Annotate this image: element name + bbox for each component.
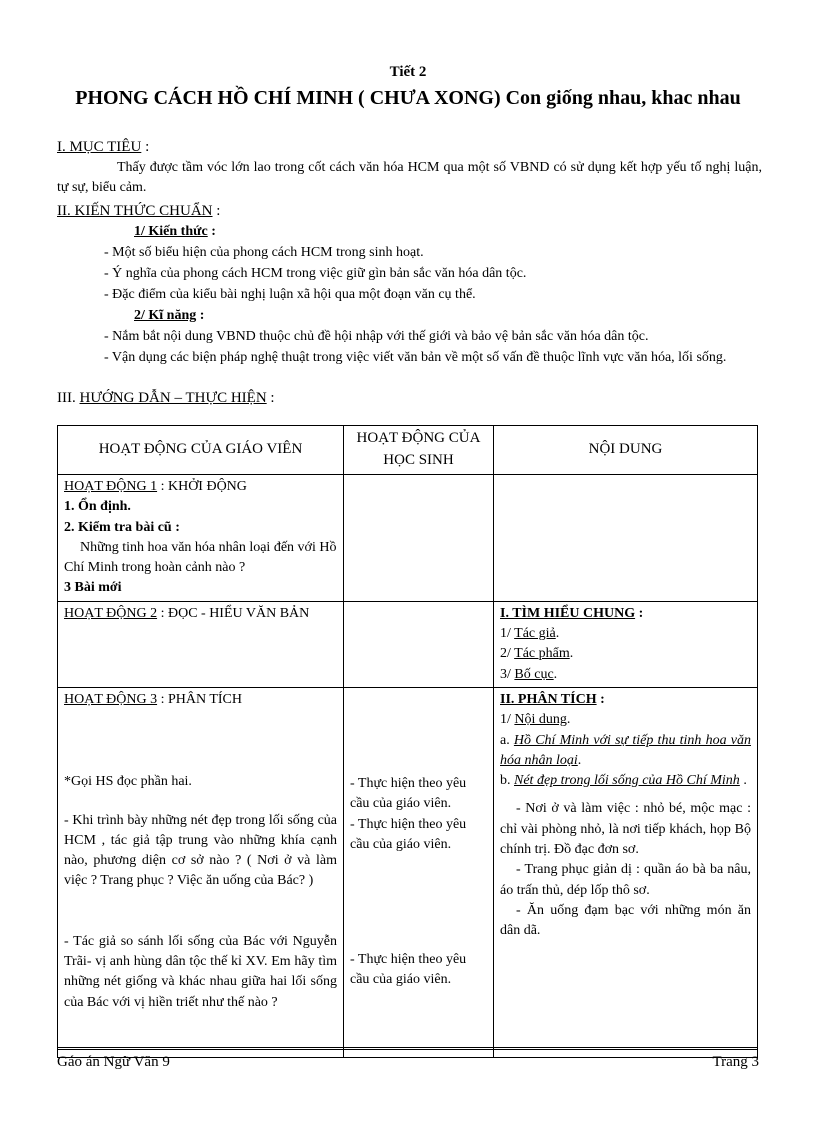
activity-1-title-rest: : KHỞI ĐỘNG <box>157 479 247 494</box>
skills-colon: : <box>196 308 205 323</box>
content-sub-heading <box>500 710 751 730</box>
content-paragraph: - Ăn uống đạm bạc với những món ăn dân dã. <box>500 902 751 939</box>
content-sub-end: . <box>566 712 571 728</box>
skills-heading <box>134 306 204 326</box>
content-paragraph: - Trang phục giản dị : quần áo bà ba nâu, áo trấn thủ, dép lốp thô sơ. <box>500 862 751 898</box>
content-list-end: . <box>555 626 560 642</box>
activity-1-item: 2. Kiểm tra bài cũ : <box>64 519 180 535</box>
content-sub-num: 1/ <box>500 712 515 728</box>
content-heading-2-text: II. PHÂN TÍCH <box>500 691 597 707</box>
table-row <box>58 687 758 1057</box>
content-sub-a-end: . <box>577 752 582 768</box>
row1-teacher-cell <box>58 475 344 602</box>
row3-content-cell <box>494 687 758 1057</box>
section-1-heading <box>57 137 149 159</box>
activity-1-title <box>64 477 337 497</box>
table-row <box>58 475 758 602</box>
content-heading-1 <box>500 604 751 624</box>
lesson-plan-table <box>57 425 758 1058</box>
content-heading-2 <box>500 690 751 710</box>
content-sub-a-prefix: a. <box>500 732 514 748</box>
header-content: NỘI DUNG <box>494 426 758 475</box>
knowledge-item: - Ý nghĩa của phong cách HCM trong việc giữ gìn bản sắc văn hóa dân tộc. <box>104 266 527 281</box>
row2-student-cell <box>344 601 494 687</box>
content-sub-a-text: Hồ Chí Minh với sự tiếp thu tinh hoa văn hóa nhân loại <box>500 732 751 768</box>
row2-teacher-cell <box>58 601 344 687</box>
section-3-prefix: III. <box>57 390 80 406</box>
footer-left-text: Gáo án Ngữ Văn 9 <box>57 1054 170 1070</box>
footer-page-number: Trang 3 <box>712 1054 759 1070</box>
content-list-num: 1/ <box>500 626 515 642</box>
section-3-heading <box>57 388 275 410</box>
activity-3-title-rest: : PHÂN TÍCH <box>157 691 242 707</box>
header-teacher: HOẠT ĐỘNG CỦA GIÁO VIÊN <box>58 426 344 475</box>
section-3-colon: : <box>266 390 275 406</box>
content-list-item <box>500 644 751 664</box>
row2-content-cell <box>494 601 758 687</box>
activity-1-item: 1. Ổn định. <box>64 499 131 515</box>
content-list-label: Tác phẩm <box>514 646 570 662</box>
student-task: - Thực hiện theo yêu cầu của giáo viên. <box>350 775 467 812</box>
page-title: PHONG CÁCH HỒ CHÍ MINH ( CHƯA XONG) Con giống nhau, khac nhau <box>75 87 741 109</box>
activity-2-title-text: HOẠT ĐỘNG 2 <box>64 605 158 621</box>
content-sub-b <box>500 771 751 791</box>
teacher-instruction: *Gọi HS đọc phần hai. <box>64 774 192 790</box>
student-task: - Thực hiện theo yêu cầu của giáo viên. <box>350 952 467 988</box>
content-heading-1-colon: : <box>635 605 644 621</box>
section-1-heading-text: I. MỤC TIÊU <box>57 139 142 155</box>
knowledge-colon: : <box>207 224 216 239</box>
content-list-label: Bố cục <box>514 666 554 682</box>
row3-teacher-cell <box>58 687 344 1057</box>
content-heading-1-text: I. TÌM HIỂU CHUNG <box>500 605 636 621</box>
content-sub-b-end: . <box>739 773 747 789</box>
knowledge-heading-text: 1/ Kiến thức <box>134 224 208 239</box>
content-list-end: . <box>553 666 558 682</box>
skills-item: - Nắm bắt nội dung VBND thuộc chủ đề hội nhập với thế giới và bảo vệ bản sắc văn hóa dân tộc. <box>104 329 649 344</box>
footer-divider <box>57 1047 757 1050</box>
content-sub-label: Nội dung <box>514 712 567 728</box>
row1-student-cell <box>344 475 494 602</box>
content-sub-a <box>500 731 751 772</box>
section-2-colon: : <box>212 203 221 219</box>
content-list-num: 3/ <box>500 666 515 682</box>
teacher-question: - Khi trình bày những nét đẹp trong lối sống của HCM , tác giả tập trung vào những khía cạnh nào, phương diện cơ sở nào ? ( Nơi ở và làm việc ? Trang phục ? Việc ăn uống của Bác? ) <box>64 812 337 889</box>
teacher-question: - Tác giả so sánh lối sống của Bác với Nguyễn Trãi- vị anh hùng dân tộc thế kỉ XV. Em hãy tìm những nét giống và khác nhau giữa hai lối sống của Bác với vị hiền triết như thế nào ? <box>64 933 337 1010</box>
content-sub-b-prefix: b. <box>500 773 514 789</box>
content-paragraph: - Nơi ở và làm việc : nhỏ bé, mộc mạc : chỉ vài phòng nhỏ, là nơi tiếp khách, họp Bộ chính trị. Đồ đạc đơn sơ. <box>500 801 751 858</box>
knowledge-item: - Một số biểu hiện của phong cách HCM trong sinh hoạt. <box>104 245 424 260</box>
row3-student-cell <box>344 687 494 1057</box>
content-list-end: . <box>569 646 574 662</box>
section-1-colon: : <box>141 139 150 155</box>
content-sub-b-text: Nét đẹp trong lối sống của Hồ Chí Minh <box>514 773 740 789</box>
activity-2-title-rest: : ĐỌC - HIỂU VĂN BẢN <box>157 605 310 621</box>
section-1-text: Thấy được tầm vóc lớn lao trong cốt cách văn hóa HCM qua một số VBND có sử dụng kết hợp yếu tố nghị luận, tự sự, biểu cảm. <box>57 160 762 196</box>
content-list-num: 2/ <box>500 646 515 662</box>
content-list-item <box>500 665 751 685</box>
content-list-item <box>500 624 751 644</box>
skills-heading-text: 2/ Kĩ năng <box>134 308 197 323</box>
section-2-heading <box>57 201 220 223</box>
lesson-number: Tiết 2 <box>389 64 427 80</box>
activity-3-title-text: HOẠT ĐỘNG 3 <box>64 691 158 707</box>
activity-1-title-text: HOẠT ĐỘNG 1 <box>64 479 158 494</box>
activity-2-title <box>64 604 337 624</box>
content-list-label: Tác giả <box>514 626 556 642</box>
skills-item: - Vận dụng các biện pháp nghệ thuật trong việc viết văn bản về một số vấn đề thuộc lĩnh vực văn hóa, lối sống. <box>104 350 727 365</box>
content-heading-2-colon: : <box>596 691 605 707</box>
header-student: HOẠT ĐỘNG CỦA HỌC SINH <box>344 426 494 475</box>
activity-1-question: Những tinh hoa văn hóa nhân loại đến với Hồ Chí Minh trong hoàn cảnh nào ? <box>64 539 337 576</box>
knowledge-heading <box>134 222 216 242</box>
knowledge-item: - Đặc điểm của kiểu bài nghị luận xã hội qua một đoạn văn cụ thể. <box>104 287 476 302</box>
activity-1-item: 3 Bài mới <box>64 580 122 596</box>
section-2-heading-text: II. KIẾN THỨC CHUẨN <box>57 203 213 219</box>
table-row <box>58 601 758 687</box>
row1-content-cell <box>494 475 758 602</box>
activity-3-title <box>64 690 337 710</box>
table-header-row <box>58 426 758 475</box>
section-3-heading-text: HƯỚNG DẪN – THỰC HIỆN <box>79 390 267 406</box>
student-task: - Thực hiện theo yêu cầu của giáo viên. <box>350 816 467 852</box>
